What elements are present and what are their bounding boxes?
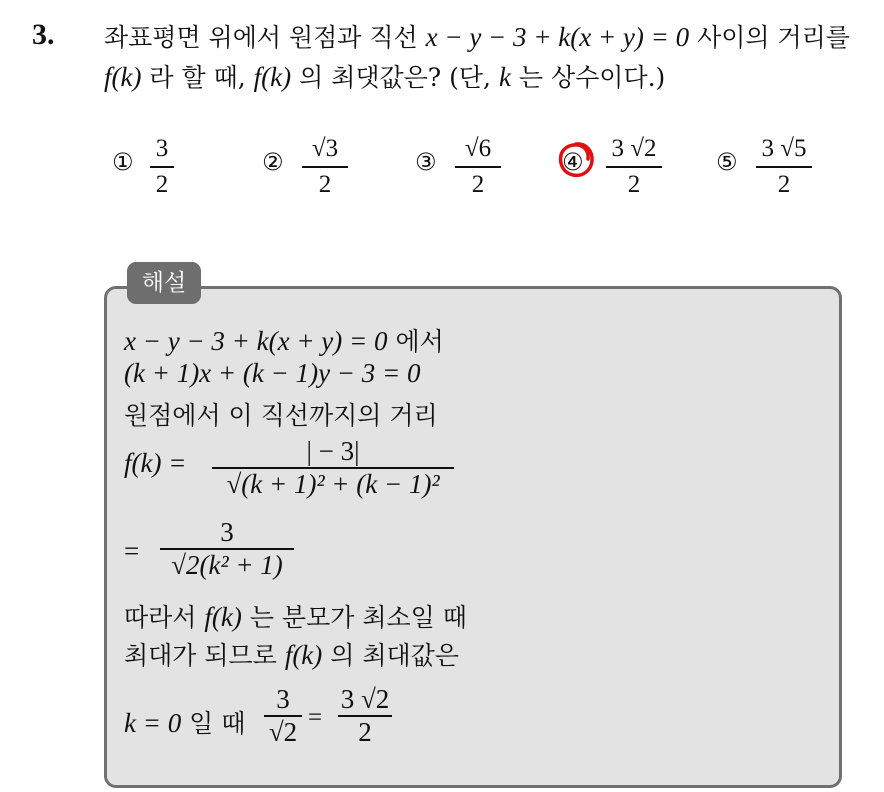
fraction-denominator: √2 [268,716,298,747]
solution-line-3: 원점에서 이 직선까지의 거리 [124,401,438,430]
solution-equation: x − y − 3 + k(x + y) = 0 [124,326,388,356]
fraction-numerator: 3 [220,517,234,547]
fk-symbol: f(k) [204,602,242,632]
solution-text: 에서 [395,327,444,356]
fraction-numerator: | − 3| [306,436,360,466]
fraction-denominator: 2 [318,170,332,198]
fraction-numerator: 3 √2 [340,684,390,714]
simplified-fraction [160,517,294,581]
solution-text: 일 때 [189,709,246,738]
fraction-denominator: √(k + 1)² + (k − 1)² [226,468,440,499]
fraction-numerator: 3 √2 [611,135,657,162]
solution-tag: 해설 [127,262,201,304]
final-fraction-1 [264,684,302,748]
fraction-denominator: 2 [358,716,372,747]
solution-line-8 [124,704,245,740]
question-line-2 [104,58,665,94]
fraction-denominator: √2(k² + 1) [171,549,283,580]
k-symbol: k [498,62,511,92]
fk-symbol: f(k) [284,640,323,670]
fk-symbol-2: f(k) [253,62,292,92]
solution-line-2 [124,358,421,389]
solution-line-6 [124,598,467,634]
question-text-c: 라 할 때, [149,63,246,92]
fk-symbol: f(k) [104,62,142,92]
distance-fraction [212,436,454,500]
solution-text: 따라서 [124,603,197,632]
choice-fraction [302,134,348,200]
solution-line-5 [124,536,139,567]
question-number: 3. [32,18,55,51]
choice-mark: ① [112,148,134,176]
choice-mark: ④ [562,148,584,176]
fraction-denominator: 2 [777,170,791,198]
fk-lhs: f(k) = [124,448,187,478]
solution-equation-2: (k + 1)x + (k − 1)y − 3 = 0 [124,358,421,388]
solution-text-2: 는 분모가 최소일 때 [249,603,467,632]
fraction-numerator: 3 [155,135,169,162]
choice-fraction [455,134,501,200]
fraction-numerator: 3 √5 [761,135,807,162]
fraction-denominator: 2 [471,170,485,198]
equals-sign-2: = [308,704,323,731]
question-text-d: 의 최댓값은? (단, [299,63,491,92]
fraction-bar [150,166,174,168]
choice-mark: ③ [415,148,437,176]
k-equals-zero: k = 0 [124,708,182,738]
choice-fraction [756,134,812,200]
fraction-numerator: 3 [276,684,290,714]
equals-sign: = [124,536,140,566]
question-text-e: 는 상수이다.) [518,63,666,92]
final-fraction-2 [338,684,392,748]
choice-mark: ⑤ [716,148,738,176]
fraction-bar [455,166,501,168]
solution-line-1 [124,322,444,358]
choice-fraction [150,134,174,200]
fraction-denominator: 2 [627,170,641,198]
fraction-bar [606,166,662,168]
fraction-denominator: 2 [155,170,169,198]
solution-text-2: 의 최대값은 [330,641,459,670]
choice-fraction [606,134,662,200]
fraction-bar [302,166,348,168]
question-text-b: 사이의 거리를 [697,23,850,52]
fraction-bar [756,166,812,168]
fraction-numerator: √3 [311,135,339,162]
question-line-1 [104,18,850,54]
question-text-a: 좌표평면 위에서 원점과 직선 [104,23,418,52]
solution-line-7 [124,636,459,672]
fraction-numerator: √6 [464,135,492,162]
choice-mark: ② [262,148,284,176]
line-equation: x − y − 3 + k(x + y) = 0 [425,22,690,52]
solution-text: 최대가 되므로 [124,641,277,670]
